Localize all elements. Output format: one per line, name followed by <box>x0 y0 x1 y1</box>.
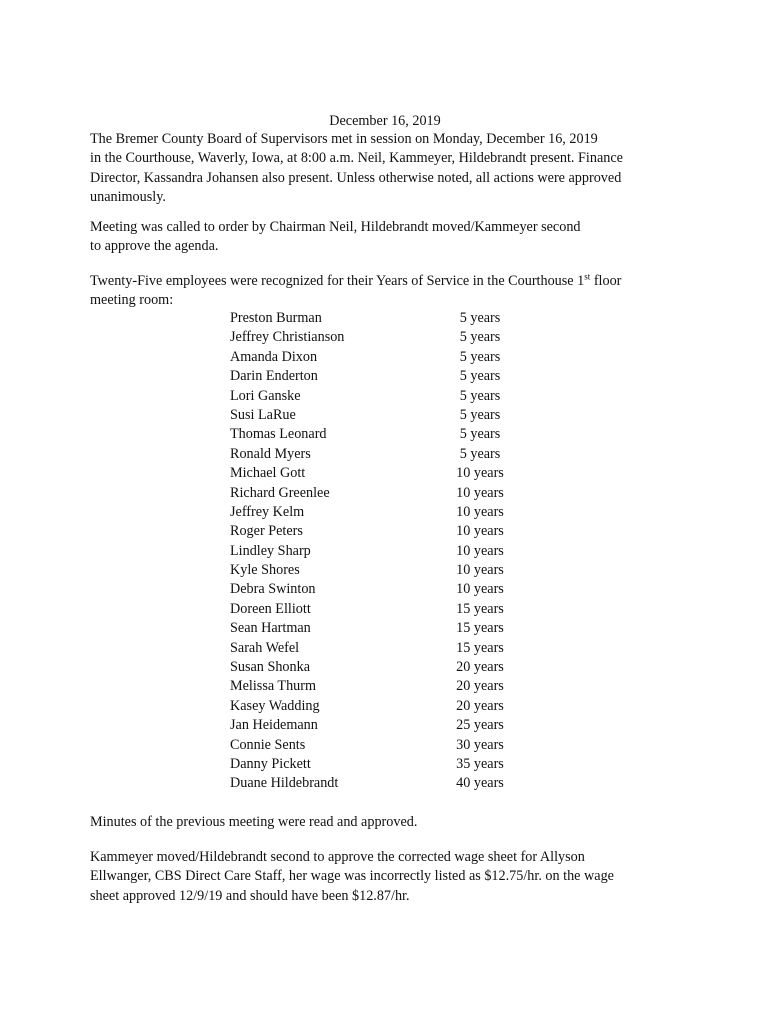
employee-row <box>0 619 770 638</box>
employee-years: 10 years <box>456 562 504 579</box>
employee-row <box>0 309 770 328</box>
employee-years: 10 years <box>456 465 504 482</box>
service-line: meeting room: <box>90 292 174 309</box>
employee-name: Ronald Myers <box>230 445 311 462</box>
order-line: Meeting was called to order by Chairman Neil, Hildebrandt moved/Kammeyer second <box>90 219 581 235</box>
employee-row <box>0 755 770 774</box>
employee-row <box>0 600 770 619</box>
employee-row <box>0 387 770 406</box>
employee-row <box>0 639 770 658</box>
employee-years: 5 years <box>459 387 501 404</box>
employee-name: Kyle Shores <box>230 562 300 579</box>
employee-years: 30 years <box>456 736 504 753</box>
employee-row <box>0 774 770 793</box>
employee-row <box>0 677 770 696</box>
wage-line: sheet approved 12/9/19 and should have been $12.87/hr. <box>90 887 410 904</box>
employee-name: Melissa Thurm <box>230 678 317 695</box>
employee-years: 5 years <box>459 310 501 326</box>
employee-name: Debra Swinton <box>230 581 316 598</box>
employee-row <box>0 736 770 755</box>
employee-row <box>0 697 770 716</box>
employee-years: 40 years <box>456 775 504 792</box>
meeting-date: December 16, 2019 <box>329 113 441 129</box>
wage-line: Ellwanger, CBS Direct Care Staff, her wage was incorrectly listed as $12.75/hr. on the wage <box>90 868 614 885</box>
employee-name: Connie Sents <box>230 736 306 753</box>
employee-years: 15 years <box>456 639 504 656</box>
employee-years: 10 years <box>456 581 504 598</box>
employee-name: Thomas Leonard <box>230 426 327 443</box>
employee-row <box>0 522 770 541</box>
employee-name: Michael Gott <box>230 465 306 482</box>
ordinal-suffix: st <box>584 271 591 282</box>
employee-years: 20 years <box>456 678 504 695</box>
employee-row <box>0 561 770 580</box>
session-paragraph <box>90 130 690 208</box>
employee-years: 15 years <box>456 620 504 637</box>
minutes-paragraph: Minutes of the previous meeting were read and approved. <box>90 814 418 830</box>
employee-name: Darin Enderton <box>230 368 318 385</box>
employee-row <box>0 348 770 367</box>
session-line: in the Courthouse, Waverly, Iowa, at 8:00 a.m. Neil, Kammeyer, Hildebrandt present. Finance <box>90 150 623 167</box>
employee-name: Richard Greenlee <box>230 484 330 501</box>
employee-name: Jeffrey Kelm <box>230 503 305 520</box>
employee-row <box>0 445 770 464</box>
employee-name: Kasey Wadding <box>230 697 320 714</box>
employee-row <box>0 367 770 386</box>
employee-name: Doreen Elliott <box>230 600 311 617</box>
employee-row <box>0 425 770 444</box>
employee-row <box>0 580 770 599</box>
employee-years: 5 years <box>459 406 501 423</box>
wage-line: Kammeyer moved/Hildebrandt second to approve the corrected wage sheet for Allyson <box>90 849 585 865</box>
employee-row <box>0 484 770 503</box>
employee-years: 10 years <box>456 503 504 520</box>
employee-row <box>0 328 770 347</box>
years-of-service-paragraph <box>90 272 690 311</box>
employee-name: Sean Hartman <box>230 620 311 637</box>
employee-name: Sarah Wefel <box>230 639 300 656</box>
employee-row <box>0 542 770 561</box>
employee-years: 5 years <box>459 445 501 462</box>
service-line: Twenty-Five employees were recognized for their Years of Service in the Courthouse 1 <box>90 273 585 289</box>
employee-name: Duane Hildebrandt <box>230 775 339 792</box>
wage-correction-paragraph <box>90 848 690 906</box>
employee-row <box>0 716 770 735</box>
employee-years: 20 years <box>456 659 504 676</box>
employee-name: Susan Shonka <box>230 659 311 676</box>
order-line: to approve the agenda. <box>90 238 219 255</box>
employee-name: Roger Peters <box>230 523 303 540</box>
session-line: unanimously. <box>90 189 166 206</box>
employee-name: Lindley Sharp <box>230 542 311 559</box>
employee-row <box>0 464 770 483</box>
employee-name: Jeffrey Christianson <box>230 329 345 346</box>
employee-name: Amanda Dixon <box>230 348 318 365</box>
employee-list <box>0 309 770 794</box>
service-line-end: floor <box>590 273 622 289</box>
call-to-order-paragraph <box>90 218 690 257</box>
employee-name: Danny Pickett <box>230 755 311 772</box>
employee-row <box>0 406 770 425</box>
employee-years: 35 years <box>456 755 504 772</box>
employee-row <box>0 658 770 677</box>
employee-years: 10 years <box>456 523 504 540</box>
session-line: The Bremer County Board of Supervisors met in session on Monday, December 16, 2019 <box>90 131 598 147</box>
employee-row <box>0 503 770 522</box>
employee-name: Preston Burman <box>230 310 322 326</box>
employee-years: 25 years <box>456 717 504 734</box>
employee-years: 5 years <box>459 329 501 346</box>
employee-years: 10 years <box>456 542 504 559</box>
employee-years: 5 years <box>459 348 501 365</box>
employee-years: 10 years <box>456 484 504 501</box>
employee-years: 5 years <box>459 368 501 385</box>
employee-name: Lori Ganske <box>230 387 301 404</box>
employee-years: 5 years <box>459 426 501 443</box>
employee-years: 15 years <box>456 600 504 617</box>
employee-name: Jan Heidemann <box>230 717 318 734</box>
session-line: Director, Kassandra Johansen also present. Unless otherwise noted, all actions were approved <box>90 169 622 186</box>
employee-years: 20 years <box>456 697 504 714</box>
employee-name: Susi LaRue <box>230 406 296 423</box>
